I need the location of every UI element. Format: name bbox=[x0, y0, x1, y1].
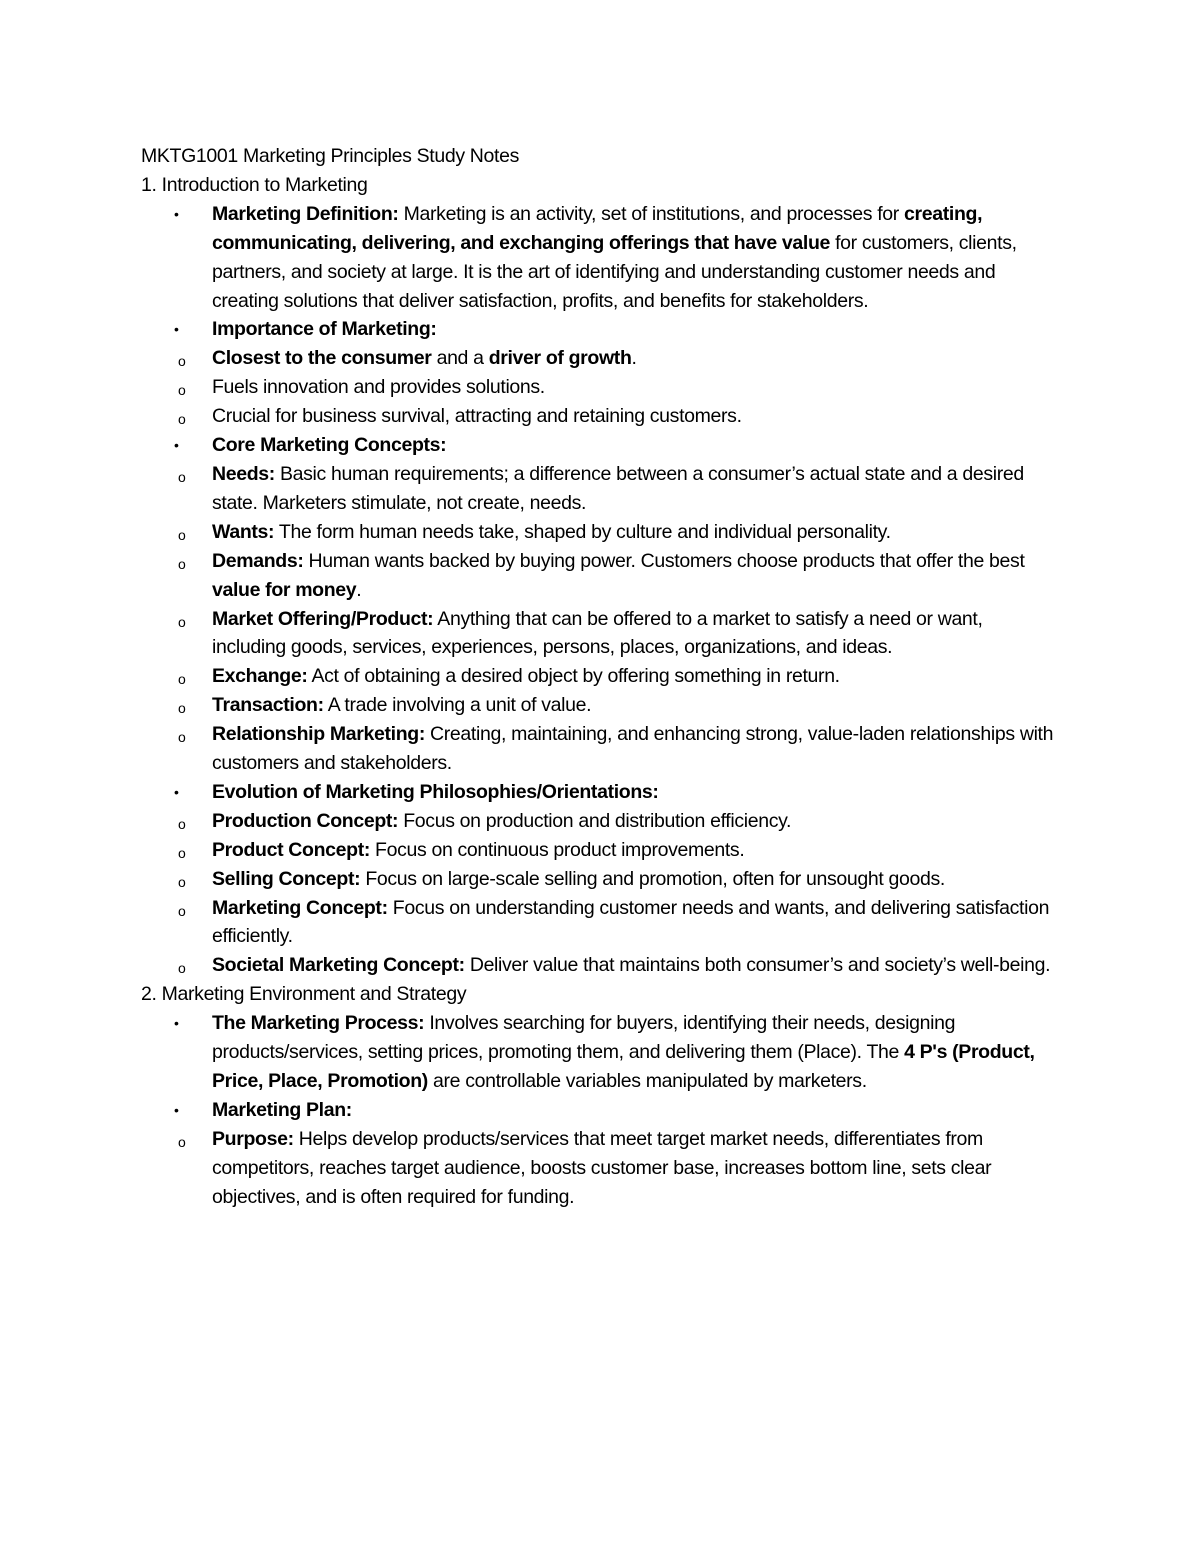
circle-bullet-icon: o bbox=[178, 729, 186, 746]
sub-list-item bbox=[178, 951, 1061, 980]
item-text: are controllable variables manipulated by marketers. bbox=[427, 1070, 867, 1092]
sub-item-text: Fuels innovation and provides solutions. bbox=[212, 376, 545, 399]
sub-list-item bbox=[178, 460, 1061, 518]
sub-item-bold-text: Purpose: bbox=[212, 1127, 294, 1150]
sub-item-bold-text: driver of growth bbox=[488, 347, 632, 370]
sub-list bbox=[178, 1125, 1061, 1212]
sub-item-text: A trade involving a unit of value. bbox=[323, 694, 592, 717]
section-list bbox=[141, 200, 1061, 980]
bullet-icon: • bbox=[174, 783, 179, 800]
sub-item-bold-text: Transaction: bbox=[212, 694, 324, 717]
item-label: Marketing Plan: bbox=[212, 1098, 352, 1121]
sub-item-text: Anything that can be offered to a market to satisfy a need or want, including goods, services, experiences, persons, places, organizations, and ideas. bbox=[212, 607, 983, 659]
sub-list-item bbox=[178, 691, 1061, 720]
item-label: Core Marketing Concepts: bbox=[212, 434, 447, 457]
sub-list bbox=[178, 807, 1061, 980]
sub-item-text: Focus on large-scale selling and promotion, often for unsought goods. bbox=[360, 867, 945, 890]
sub-item-text: . bbox=[631, 347, 637, 370]
circle-bullet-icon: o bbox=[178, 411, 186, 428]
circle-bullet-icon: o bbox=[178, 815, 186, 832]
sub-list-item bbox=[178, 836, 1061, 865]
item-label: Importance of Marketing: bbox=[212, 318, 437, 341]
item-label: Evolution of Marketing Philosophies/Orientations: bbox=[212, 780, 659, 803]
sub-item-text: and a bbox=[431, 347, 489, 370]
item-text: for customers, clients, partners, and society at large. It is the art of identifying and understanding customer needs and creating solutions that deliver satisfaction, profits, and benefits for stakeholders. bbox=[212, 231, 1017, 312]
circle-bullet-icon: o bbox=[178, 700, 186, 717]
sub-item-text: Act of obtaining a desired object by offering something in return. bbox=[307, 665, 840, 688]
circle-bullet-icon: o bbox=[178, 1133, 186, 1150]
sub-item-bold-text: Marketing Concept: bbox=[212, 896, 388, 919]
list-item-evolution-of-marketing bbox=[141, 778, 1061, 980]
list-item-marketing-plan bbox=[141, 1096, 1061, 1212]
sub-item-bold-text: Product Concept: bbox=[212, 838, 370, 861]
sub-list-item bbox=[178, 1125, 1061, 1212]
document-body bbox=[141, 142, 1061, 1212]
sub-item-text: . bbox=[356, 578, 362, 601]
sub-item-bold-text: Exchange: bbox=[212, 665, 308, 688]
sub-item-bold-text: Selling Concept: bbox=[212, 867, 361, 890]
circle-bullet-icon: o bbox=[178, 873, 186, 890]
sub-item-text: Crucial for business survival, attracting and retaining customers. bbox=[212, 405, 742, 428]
sub-item-text: Focus on understanding customer needs and wants, and delivering satisfaction efficiently. bbox=[212, 896, 1050, 948]
bullet-icon: • bbox=[174, 437, 179, 454]
section-list bbox=[141, 1009, 1061, 1211]
list-item-importance-of-marketing bbox=[141, 315, 1061, 431]
circle-bullet-icon: o bbox=[178, 526, 186, 543]
sub-item-text: Creating, maintaining, and enhancing strong, value-laden relationships with customers and stakeholders. bbox=[212, 723, 1054, 775]
sub-item-text: Human wants backed by buying power. Customers choose products that offer the best bbox=[303, 549, 1025, 572]
bullet-icon: • bbox=[174, 205, 179, 222]
sub-item-bold-text: Production Concept: bbox=[212, 809, 399, 832]
sub-item-bold-text: Relationship Marketing: bbox=[212, 723, 425, 746]
sub-item-text: The form human needs take, shaped by culture and individual personality. bbox=[274, 520, 891, 543]
sub-list-item bbox=[178, 807, 1061, 836]
circle-bullet-icon: o bbox=[178, 468, 186, 485]
sub-item-text: Helps develop products/services that meet target market needs, differentiates from competitors, reaches target audience, boosts customer base, increases bottom line, sets clear objectives, and is often required for funding. bbox=[212, 1127, 992, 1208]
list-item-marketing-definition bbox=[141, 200, 1061, 316]
sub-list-item bbox=[178, 662, 1061, 691]
list-item-marketing-process bbox=[141, 1009, 1061, 1096]
circle-bullet-icon: o bbox=[178, 844, 186, 861]
item-bold-text: creating, communicating, delivering, and exchanging offerings that have value bbox=[212, 202, 983, 254]
sub-item-bold-text: Needs: bbox=[212, 462, 275, 485]
circle-bullet-icon: o bbox=[178, 613, 186, 630]
circle-bullet-icon: o bbox=[178, 671, 186, 688]
sub-item-bold-text: Societal Marketing Concept: bbox=[212, 954, 465, 977]
sub-list-item bbox=[178, 547, 1061, 605]
sub-item-bold-text: Market Offering/Product: bbox=[212, 607, 434, 630]
sub-list-item bbox=[178, 894, 1061, 952]
circle-bullet-icon: o bbox=[178, 960, 186, 977]
sub-item-bold-text: Wants: bbox=[212, 520, 275, 543]
item-label: The Marketing Process: bbox=[212, 1012, 425, 1035]
item-text: Involves searching for buyers, identifying their needs, designing products/services, setting prices, promoting them, and delivering them (Place). The bbox=[212, 1012, 956, 1064]
sub-item-text: Focus on continuous product improvements. bbox=[369, 838, 745, 861]
sub-list-item bbox=[178, 402, 1061, 431]
section-heading-introduction: 1. Introduction to Marketing bbox=[141, 173, 368, 196]
sub-list bbox=[178, 344, 1061, 431]
sub-item-bold-text: Closest to the consumer bbox=[212, 347, 432, 370]
bullet-icon: • bbox=[174, 1101, 179, 1118]
list-item-core-marketing-concepts bbox=[141, 431, 1061, 778]
sub-list bbox=[178, 460, 1061, 778]
circle-bullet-icon: o bbox=[178, 555, 186, 572]
sub-item-text: Deliver value that maintains both consumer’s and society’s well-being. bbox=[464, 954, 1051, 977]
sub-item-text: Basic human requirements; a difference between a consumer’s actual state and a desired state. Marketers stimulate, not create, needs. bbox=[212, 462, 1024, 514]
circle-bullet-icon: o bbox=[178, 902, 186, 919]
sub-item-bold-text: Demands: bbox=[212, 549, 304, 572]
sub-item-text: Focus on production and distribution efficiency. bbox=[398, 809, 792, 832]
sub-item-bold-text: value for money bbox=[212, 578, 357, 601]
item-label: Marketing Definition: bbox=[212, 202, 399, 225]
circle-bullet-icon: o bbox=[178, 382, 186, 399]
sub-list-item bbox=[178, 373, 1061, 402]
sub-list-item bbox=[178, 605, 1061, 663]
circle-bullet-icon: o bbox=[178, 353, 186, 370]
sub-list-item bbox=[178, 865, 1061, 894]
sub-list-item bbox=[178, 720, 1061, 778]
bullet-icon: • bbox=[174, 321, 179, 338]
bullet-icon: • bbox=[174, 1015, 179, 1032]
section-heading-environment-strategy: 2. Marketing Environment and Strategy bbox=[141, 983, 467, 1006]
item-bold-text: 4 P's (Product, Price, Place, Promotion) bbox=[212, 1041, 1035, 1092]
item-text: Marketing is an activity, set of institutions, and processes for bbox=[398, 202, 905, 225]
sub-list-item bbox=[178, 518, 1061, 547]
sub-list-item bbox=[178, 344, 1061, 373]
document-title: MKTG1001 Marketing Principles Study Notes bbox=[141, 145, 519, 167]
